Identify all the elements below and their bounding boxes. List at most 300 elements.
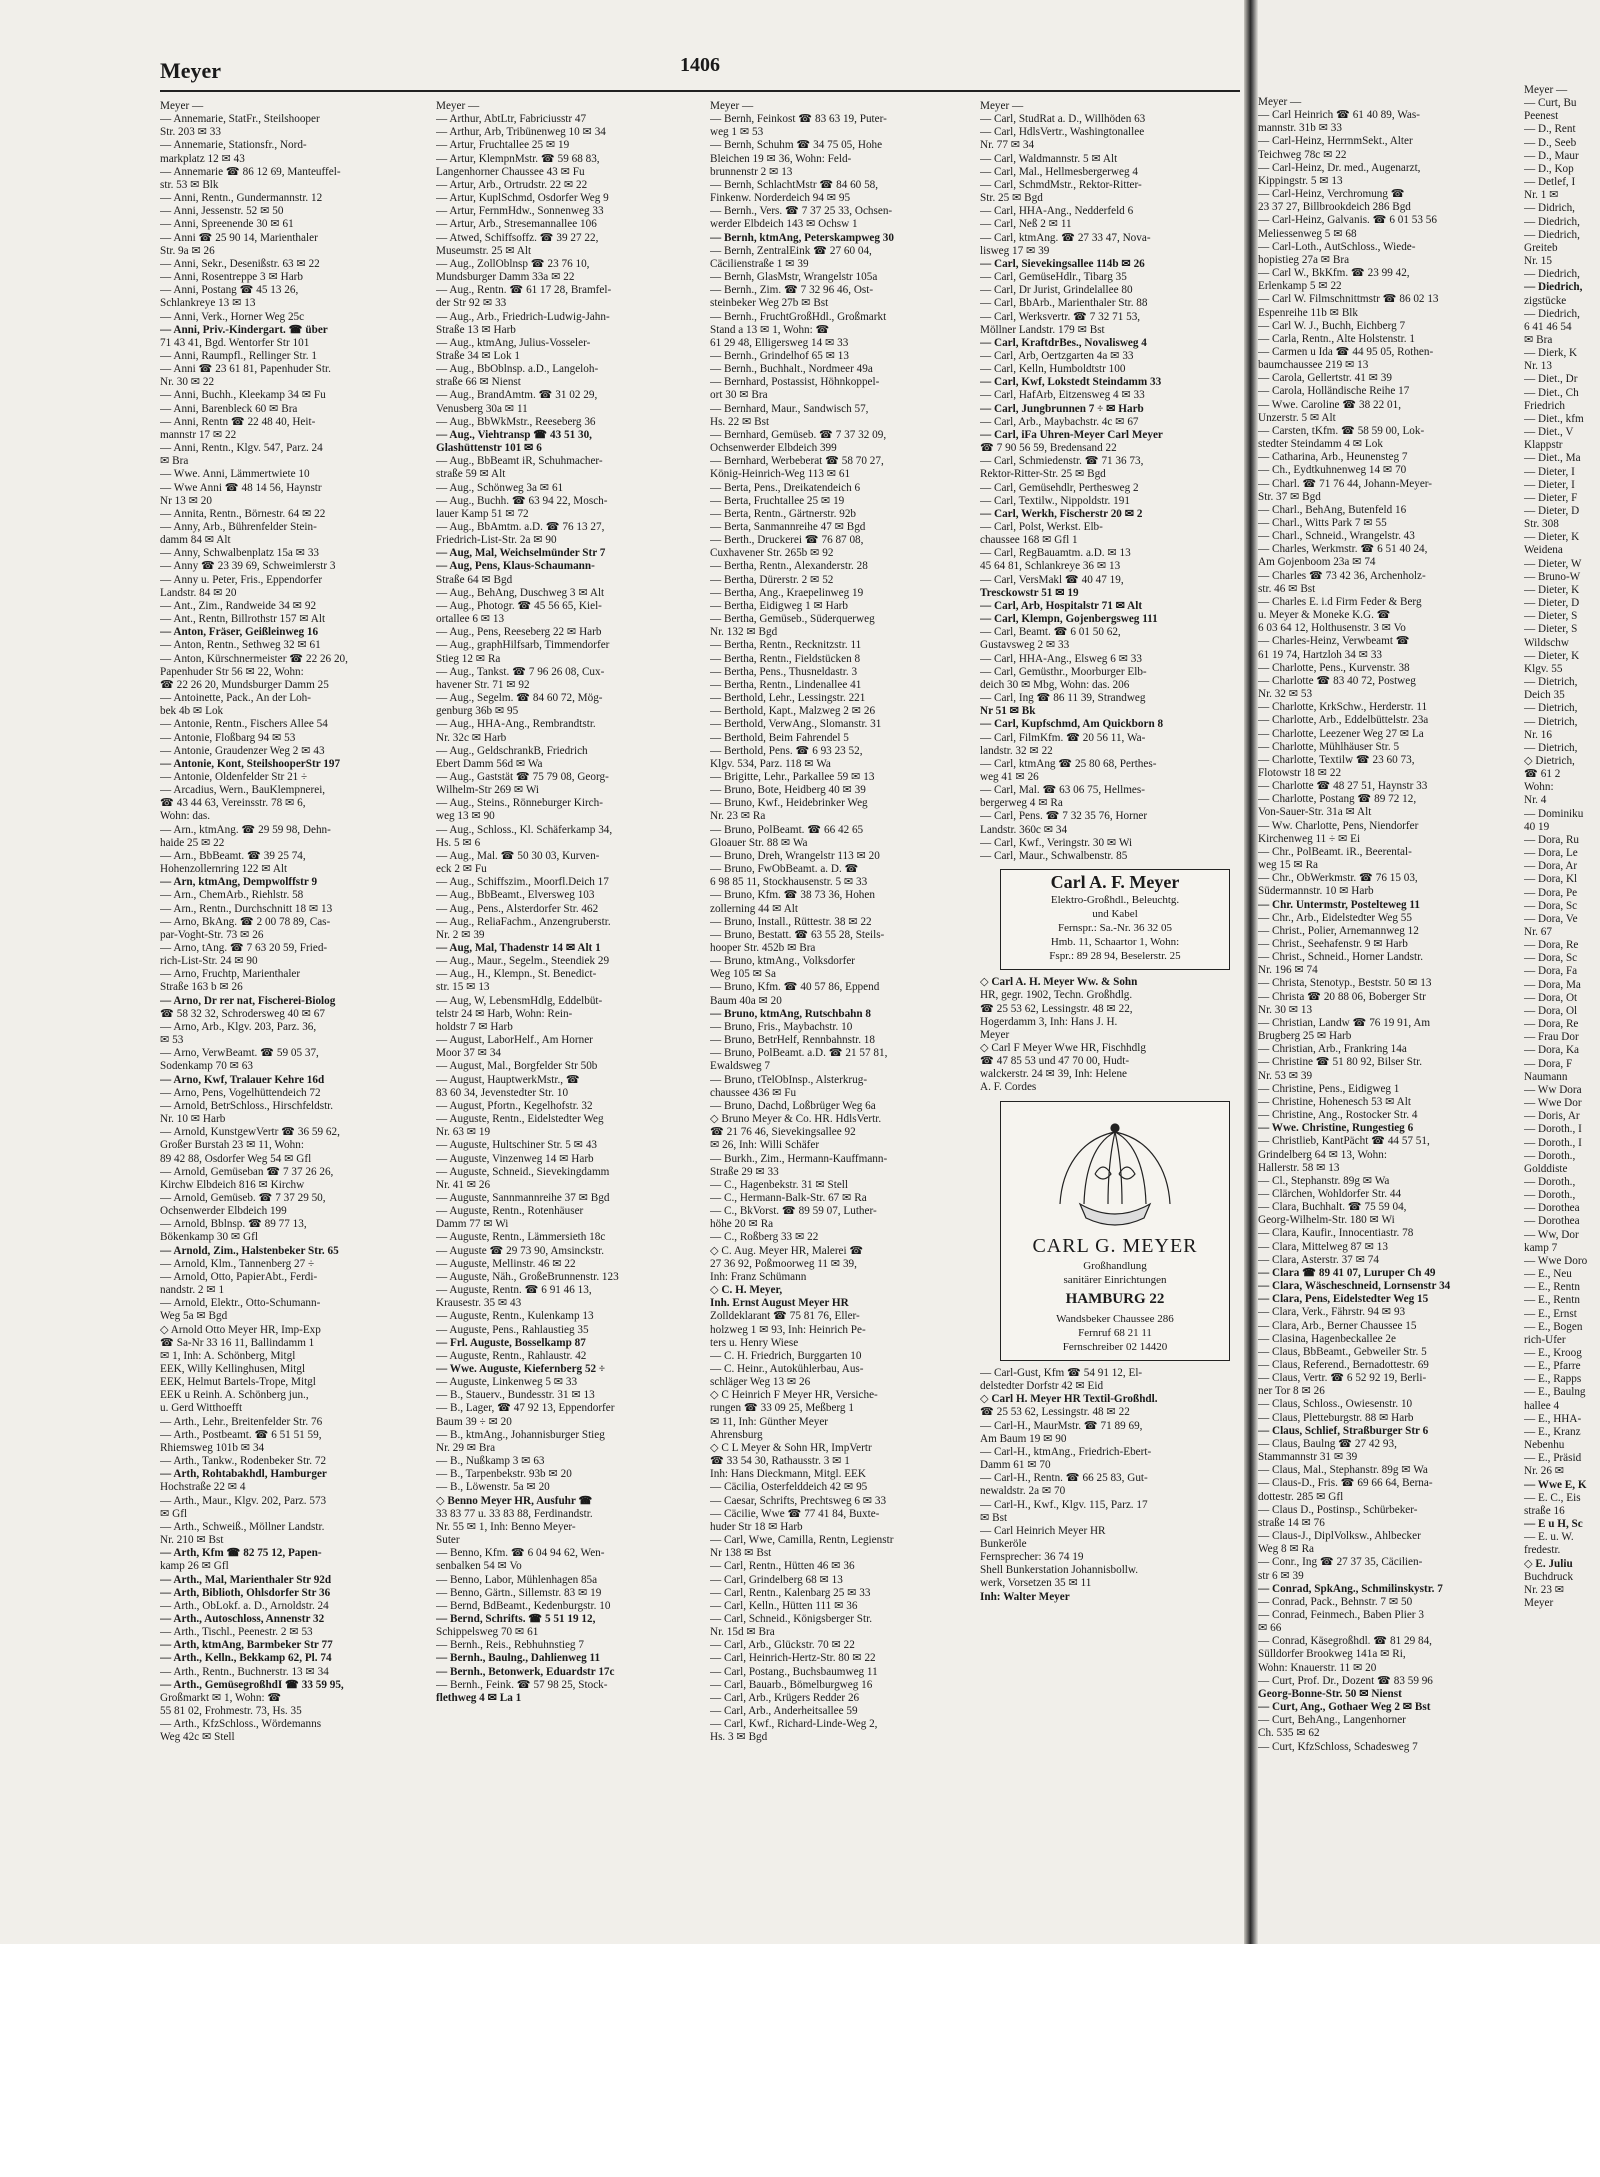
directory-entry-line: — Arno, Arb., Klgv. 203, Parz. 36, — [160, 1020, 317, 1033]
directory-entry-line: — Auguste, Rentn., Eidelstedter Weg — [436, 1113, 604, 1126]
column-5 — [1258, 96, 1520, 1931]
directory-entry-line: — Carmen u Ida ☎ 44 95 05, Rothen- — [1258, 345, 1434, 358]
directory-entry-line: — Arth, ktmAng, Barmbeker Str 77 — [160, 1639, 333, 1652]
directory-entry-line: — Bernh, ZentralEink ☎ 27 60 04, — [710, 244, 872, 257]
directory-entry-line: — August, LaborHelf., Am Horner — [436, 1034, 593, 1047]
directory-entry-line: — Berthold, Beim Fahrendel 5 — [710, 731, 849, 744]
directory-entry-line: — Cl., Stephanstr. 89g ✉ Wa — [1258, 1174, 1390, 1187]
directory-entry-line: — Arth., Maur., Klgv. 202, Parz. 573 — [160, 1494, 327, 1507]
directory-entry-line: Grindelberg 64 ✉ 13, Wohn: — [1258, 1148, 1387, 1161]
directory-entry-line: Mundsburger Damm 33a ✉ 22 — [436, 271, 575, 284]
directory-entry-line: — Dora, F — [1524, 1057, 1573, 1070]
directory-entry-line: — Arth, Rohtabakhdl, Hamburger — [160, 1468, 327, 1481]
ad-title: Carl A. F. Meyer — [1050, 872, 1180, 893]
directory-entry-line: — Anton, Fräser, Geißleinweg 16 — [160, 626, 319, 639]
directory-entry-line: — Carl, VersMakl ☎ 40 47 19, — [980, 573, 1124, 586]
directory-entry-line: — Christ., Polier, Arnemannweg 12 — [1258, 924, 1419, 937]
directory-entry-line: — Bernh., Baulng., Dahlienweg 11 — [436, 1652, 601, 1665]
directory-entry-line: — Arnold, Klm., Tannenberg 27 ÷ — [160, 1257, 315, 1270]
directory-entry-line: — Dorothea — [1524, 1215, 1580, 1228]
directory-entry-line: — Bernd, BdBeamt., Kedenburgstr. 10 — [436, 1599, 611, 1612]
directory-entry-line: — Ch., Eydtkuhnenweg 14 ✉ 70 — [1258, 464, 1407, 477]
directory-entry-line: — Claus, Vertr. ☎ 6 52 92 19, Berli- — [1258, 1372, 1427, 1385]
directory-entry-line: Straße 34 ✉ Lok 1 — [436, 349, 520, 362]
directory-entry-line: — Bruno-W — [1524, 570, 1581, 583]
directory-entry-line: — Arn., ChemArb., Riehlstr. 58 — [160, 889, 304, 902]
directory-entry-line: — Berta, Rentn., Gärtnerstr. 92b — [710, 507, 857, 520]
directory-entry-line: — August, HauptwerkMstr., ☎ — [436, 1073, 580, 1086]
directory-entry-line: der Str 92 ✉ 33 — [436, 297, 507, 310]
directory-entry-line: — Claus, Referend., Bernadottestr. 69 — [1258, 1359, 1429, 1371]
directory-entry-line: — Arth., Rentn., Buchnerstr. 13 ✉ 34 — [160, 1665, 329, 1678]
directory-entry-line: Hs. 5 ✉ 6 — [436, 836, 481, 849]
directory-entry-line: Teichweg 78c ✉ 22 — [1258, 148, 1347, 161]
directory-entry-line: Flotowstr 18 ✉ 22 — [1258, 766, 1342, 779]
directory-entry-line: genburg 36b ✉ 95 — [436, 705, 519, 718]
directory-entry-line: — E., Baulng — [1524, 1386, 1586, 1399]
directory-entry-line: Weg 5a ✉ Bgd — [160, 1310, 228, 1323]
directory-entry-line: 71 43 41, Bgd. Wentorfer Str 101 — [160, 336, 310, 349]
directory-entry-line: Hallerstr. 58 ✉ 13 — [1258, 1161, 1340, 1174]
directory-entry-line: Nr. 55 ✉ 1, Inh: Benno Meyer- — [436, 1520, 576, 1533]
directory-entry-line: — Charlotte, Textilw ☎ 23 60 73, — [1258, 753, 1415, 766]
directory-entry-line: delstedter Dorfstr 42 ✉ Eid — [980, 1380, 1104, 1393]
ad-line: und Kabel — [1092, 908, 1138, 921]
directory-entry-line: — Arth., KfzSchloss., Wördemanns — [160, 1718, 322, 1731]
directory-entry-line: — Annita, Rentn., Börnestr. 64 ✉ 22 — [160, 507, 326, 520]
ad-line: Hmb. 11, Schaartor 1, Wohn: — [1050, 936, 1180, 949]
directory-entry-line: eck 2 ✉ Fu — [436, 863, 487, 876]
directory-entry-line: — Bernh., Zim. ☎ 7 32 96 46, Ost- — [710, 284, 874, 297]
directory-entry-line: 45 64 81, Schlankreye 36 ✉ 13 — [980, 560, 1121, 573]
directory-entry-line: Sülldorfer Brookweg 141a ✉ Ri, — [1258, 1648, 1406, 1661]
directory-entry-line: — Arn., BbBeamt. ☎ 39 25 74, — [160, 849, 306, 862]
directory-entry-line: — Dora, Kl — [1524, 873, 1578, 886]
directory-entry-line: — Charles, Werkmstr. ☎ 6 51 40 24, — [1258, 543, 1428, 556]
directory-entry-line: schläger Weg 13 ✉ 26 — [710, 1376, 811, 1389]
ad-line: Elektro-Großhdl., Beleuchtg. — [1050, 894, 1180, 907]
directory-entry-line: ◇ E. Juliu — [1524, 1557, 1573, 1570]
directory-entry-line: — Bertha, Dürerstr. 2 ✉ 52 — [710, 573, 834, 586]
directory-entry-line: — Dierk, K — [1524, 347, 1578, 360]
directory-entry-line: ☎ 47 85 53 und 47 70 00, Hudt- — [980, 1055, 1130, 1068]
directory-entry-line: — Dora, Pe — [1524, 886, 1578, 899]
directory-entry-line: Nr. 32 ✉ 53 — [1258, 688, 1313, 701]
directory-entry-line: Baum 39 ÷ ✉ 20 — [436, 1415, 512, 1428]
directory-entry-line: — Anni, Buchh., Kleekamp 34 ✉ Fu — [160, 389, 326, 402]
directory-entry-line: str 6 ✉ 39 — [1258, 1569, 1304, 1582]
directory-entry-line: — Anni, Rentn., Gundermannstr. 12 — [160, 192, 323, 205]
directory-entry-line: kamp 26 ✉ Gfl — [160, 1560, 229, 1573]
directory-entry-line: Nr. 30 ✉ 13 — [1258, 1003, 1313, 1016]
directory-entry-line: — Caesar, Schrifts, Prechtsweg 6 ✉ 33 — [710, 1494, 887, 1507]
directory-entry-line: — Bruno, FwObBeamt. a. D. ☎ — [710, 863, 859, 876]
directory-entry-line: — Carl, HHA-Ang., Nedderfeld 6 — [980, 205, 1134, 218]
directory-entry-line: König-Heinrich-Weg 113 ✉ 61 — [710, 468, 851, 481]
directory-entry-line: Inh: Franz Schümann — [710, 1270, 807, 1283]
directory-entry-line: ◇ Carl A. H. Meyer Ww. & Sohn — [980, 976, 1138, 989]
directory-entry-line: — Charles ☎ 73 42 36, Archenholz- — [1258, 569, 1426, 582]
directory-entry-line: — Diet., V — [1524, 426, 1574, 439]
directory-entry-line: — Charl., BehAng, Butenfeld 16 — [1258, 503, 1407, 516]
directory-entry-line: — Bruno, Fris., Maybachstr. 10 — [710, 1020, 853, 1033]
directory-entry-line: Meyer — — [160, 100, 204, 112]
directory-entry-line: — Charlotte, Pens., Kurvenstr. 38 — [1258, 661, 1410, 674]
directory-entry-line: weg 13 ✉ 90 — [436, 810, 495, 823]
directory-entry-line: — Aug., BbWkMstr., Reeseberg 36 — [436, 415, 596, 428]
directory-entry-line: — Aug., graphHilfsarb, Timmendorfer — [436, 639, 610, 652]
directory-entry-line: — Bernh., Grindelhof 65 ✉ 13 — [710, 349, 849, 362]
directory-entry-line: — Arth, Kfm ☎ 82 75 12, Papen- — [160, 1547, 322, 1560]
directory-entry-line: — Anni, Barenbleck 60 ✉ Bra — [160, 402, 298, 415]
directory-entry-line: Greiteb — [1524, 241, 1558, 254]
directory-entry-line: — Christine, Hohenesch 53 ✉ Alt — [1258, 1095, 1411, 1108]
directory-entry-line: par-Voght-Str. 73 ✉ 26 — [160, 928, 264, 941]
ad-line: Fernruf 68 21 11 — [1078, 1326, 1152, 1339]
directory-entry-line: — Dora, Le — [1524, 847, 1578, 860]
directory-entry-line: — E., Rapps — [1524, 1373, 1582, 1386]
directory-entry-line: — Arnold, Otto, PapierAbt., Ferdi- — [160, 1270, 318, 1283]
directory-entry-line: holzweg 1 ✉ 93, Inh: Heinrich Pe- — [710, 1323, 866, 1336]
directory-entry-line: — Dieter, K — [1524, 583, 1580, 596]
directory-entry-line: ☎ 25 53 62, Lessingstr. 48 ✉ 22 — [980, 1406, 1130, 1419]
directory-entry-line: — Arth., Mal, Marienthaler Str 92d — [160, 1573, 332, 1586]
directory-entry-line: Str. 25 ✉ Bgd — [980, 192, 1043, 205]
directory-entry-line: — Claus, BbBeamt., Gebweiler Str. 5 — [1258, 1345, 1427, 1358]
directory-entry-line: Kirchenweg 11 ÷ ✉ Ei — [1258, 832, 1361, 845]
directory-entry-line: baumchaussee 219 ✉ 13 — [1258, 359, 1369, 372]
directory-entry-line: Nr. 15 — [1524, 255, 1552, 268]
directory-entry-line: — C. Heinr., Autokühlerbau, Aus- — [710, 1363, 864, 1375]
directory-entry-line: ◇ C Heinrich F Meyer HR, Versiche- — [710, 1389, 878, 1402]
directory-entry-line: — Conrad, Käsegroßhdl. ☎ 81 29 84, — [1258, 1635, 1432, 1648]
directory-entry-line: — Carl, Arb, Oertzgarten 4a ✉ 33 — [980, 349, 1134, 362]
directory-entry-line: Stieg 12 ✉ Ra — [436, 652, 501, 665]
directory-entry-line: landstr. 32 ✉ 22 — [980, 744, 1053, 757]
directory-entry-line: — Charles-Heinz, Verwbeamt ☎ — [1258, 635, 1410, 648]
directory-entry-line: — Carl W., BkKfm. ☎ 23 99 42, — [1258, 267, 1410, 280]
directory-entry-line: — Anni ☎ 23 61 81, Papenhuder Str. — [160, 363, 331, 376]
directory-entry-line: — Dieter, D — [1524, 597, 1580, 610]
directory-entry-line: — Auguste, Rentn., Lämmersieth 18c — [436, 1231, 606, 1244]
column-3 — [710, 100, 982, 1935]
fountain-logo-icon — [1040, 1114, 1190, 1234]
directory-entry-line: — Carl, GemüseHdlr., Tibarg 35 — [980, 271, 1127, 284]
directory-entry-line: — Diedrich, — [1524, 268, 1580, 281]
directory-entry-line: — Arnold, KunstgewVertr ☎ 36 59 62, — [160, 1126, 340, 1139]
directory-entry-line: Nr. 30 ✉ 22 — [160, 376, 215, 389]
directory-entry-line: holdstr 7 ✉ Harb — [436, 1020, 513, 1033]
directory-entry-line: Gloauer Str. 88 ✉ Wa — [710, 836, 808, 849]
directory-entry-line: — Conr., Ing ☎ 27 37 35, Cäcilien- — [1258, 1556, 1423, 1569]
directory-entry-line: Meyer — — [1258, 96, 1302, 108]
ad-line: Fernspr.: Sa.-Nr. 36 32 05 — [1058, 922, 1172, 935]
directory-entry-line: — Bruno, PolBeamt. a.D. ☎ 21 57 81, — [710, 1047, 888, 1060]
directory-entry-line: chaussee 168 ✉ Gfl 1 — [980, 534, 1078, 547]
directory-entry-line: Weg 105 ✉ Sa — [710, 968, 776, 981]
directory-entry-line: — Carl, Jungbrunnen 7 ÷ ✉ Harb — [980, 402, 1144, 415]
directory-entry-line: Nr. 2 ✉ 39 — [436, 928, 485, 941]
directory-entry-line: — Dora, Ru — [1524, 833, 1579, 846]
directory-entry-line: — Claus-D., Fris. ☎ 69 66 64, Berna- — [1258, 1477, 1433, 1490]
directory-entry-line: — Benno, Kfm. ☎ 6 04 94 62, Wen- — [436, 1547, 605, 1560]
directory-entry-line: — Arth., Tankw., Rodenbeker Str. 72 — [160, 1455, 327, 1468]
directory-entry-line: Bleichen 19 ✉ 36, Wohn: Feld- — [710, 152, 852, 165]
directory-entry-line: — Carl, Waldmannstr. 5 ✉ Alt — [980, 152, 1118, 165]
directory-entry-line: — D., Rent — [1524, 123, 1576, 136]
directory-entry-line: — Carl, iFa Uhren-Meyer Carl Meyer — [980, 428, 1163, 441]
directory-entry-line: 6 03 64 12, Holthusenstr. 3 ✉ Vo — [1258, 622, 1406, 635]
directory-entry-line: — Christine, Ang., Rostocker Str. 4 — [1258, 1109, 1418, 1122]
directory-entry-line: — Bruno, ktmAng., Volksdorfer — [710, 955, 856, 968]
directory-entry-line: Erlenkamp 5 ✉ 22 — [1258, 280, 1342, 293]
directory-entry-line: — Charlotte, Postang ☎ 89 72 12, — [1258, 793, 1417, 806]
directory-entry-line: Straße 13 ✉ Harb — [436, 323, 516, 336]
directory-entry-line: — Curt, BehAng., Langenhorner — [1258, 1714, 1406, 1727]
directory-entry-line: Glashüttenstr 101 ✉ 6 — [436, 442, 542, 455]
directory-entry-line: — August, Pfortn., Kegelhofstr. 32 — [436, 1099, 593, 1112]
directory-entry-line: — Aug., Arb., Friedrich-Ludwig-Jahn- — [436, 310, 610, 323]
directory-entry-line: — Carl, Kelln., Hütten 111 ✉ 36 — [710, 1599, 858, 1612]
directory-entry-line: — Carl, Kwf., Richard-Linde-Weg 2, — [710, 1718, 878, 1731]
directory-entry-line: ☎ 7 90 56 59, Bredensand 22 — [980, 442, 1117, 455]
directory-entry-line: — Dora, Ma — [1524, 978, 1581, 991]
directory-entry-line: — Christ., Schneid., Horner Landstr. — [1258, 951, 1423, 964]
directory-entry-line: Meyer — — [436, 100, 480, 112]
directory-entry-line: Stand a 13 ✉ 1, Wohn: ☎ — [710, 323, 830, 336]
directory-entry-line: — Bruno, Kfm. ☎ 38 73 36, Hohen — [710, 889, 875, 902]
directory-entry-line: — D., Maur — [1524, 149, 1579, 162]
directory-entry-line: — Arnold, BetrSchloss., Hirschfeldstr. — [160, 1099, 334, 1112]
directory-entry-line: höhe 20 ✉ Ra — [710, 1218, 774, 1231]
directory-entry-line: Nr. 196 ✉ 74 — [1258, 964, 1318, 977]
ad-line: Fspr.: 89 28 94, Beselerstr. 25 — [1049, 950, 1181, 963]
directory-entry-line: — Arth., Autoschloss, Annenstr 32 — [160, 1612, 325, 1625]
directory-entry-line: — Bertha, Rentn., Fieldstücken 8 — [710, 652, 861, 665]
directory-entry-line: — Diedrich, — [1524, 307, 1580, 320]
directory-entry-line: — Auguste, Rentn. ☎ 6 91 46 13, — [436, 1284, 592, 1297]
directory-entry-line: — Antonie, Rentn., Fischers Allee 54 — [160, 718, 328, 731]
directory-entry-line: Nr. 16 — [1524, 728, 1552, 741]
directory-entry-line: — Arno, tAng. ☎ 7 63 20 59, Fried- — [160, 942, 328, 954]
directory-entry-line: Ewaldsweg 7 — [710, 1060, 770, 1073]
directory-entry-line: Inh: Hans Dieckmann, Mitgl. EEK — [710, 1468, 866, 1481]
directory-entry-line: ☎ 21 76 46, Sievekingsallee 92 — [710, 1126, 856, 1139]
directory-entry-line: — Bernd, Schrifts. ☎ 5 51 19 12, — [436, 1612, 596, 1625]
directory-entry-line: Straße 64 ✉ Bgd — [436, 573, 513, 586]
directory-entry-line: Naumann — [1524, 1070, 1568, 1083]
directory-entry-line: hopistieg 27a ✉ Bra — [1258, 253, 1350, 266]
directory-entry-line: — Carl, Arb., Anderheitsallee 59 — [710, 1705, 858, 1718]
directory-entry-line: — Carl, KraftdrBes., Novalisweg 4 — [980, 336, 1147, 349]
directory-entry-line: — Wwe. Anni, Lämmertwiete 10 — [160, 468, 310, 481]
directory-entry-line: — Clara, Verk., Fährstr. 94 ✉ 93 — [1258, 1306, 1406, 1319]
directory-entry-line: — Brigitte, Lehr., Parkallee 59 ✉ 13 — [710, 770, 875, 783]
directory-entry-line: — C. H. Friedrich, Burggarten 10 — [710, 1349, 862, 1362]
directory-entry-line: — Charlotte, Mühlhäuser Str. 5 — [1258, 740, 1400, 753]
directory-entry-line: — Clara, Wäscheschneid, Lornsenstr 34 — [1258, 1280, 1451, 1293]
directory-entry-line: Krausestr. 35 ✉ 43 — [436, 1297, 522, 1310]
directory-entry-line: huder Str 18 ✉ Harb — [710, 1520, 803, 1533]
directory-entry-line: — Carl, ktmAng ☎ 25 80 68, Perthes- — [980, 757, 1157, 770]
directory-entry-line: Papenhuder Str 56 ✉ 22, Wohn: — [160, 665, 304, 678]
directory-entry-line: Nr. 15d ✉ Bra — [710, 1626, 775, 1639]
directory-entry-line: newaldstr. 2a ✉ 70 — [980, 1485, 1066, 1498]
directory-entry-line: — Bernh., Buchhalt., Nordmeer 49a — [710, 363, 873, 376]
directory-entry-line: — Ant., Zim., Randweide 34 ✉ 92 — [160, 599, 317, 612]
directory-entry-line: — Doroth., — [1524, 1175, 1576, 1188]
directory-entry-line: — Auguste, Hultschiner Str. 5 ✉ 43 — [436, 1139, 598, 1152]
directory-entry-line: Rhiemsweg 101b ✉ 34 — [160, 1441, 265, 1454]
directory-entry-line: — Carl W. Filmschnittmstr ☎ 86 02 13 — [1258, 293, 1439, 306]
book-spine — [1244, 0, 1258, 1944]
directory-entry-line: — Auguste, Pens., Rahlaustieg 35 — [436, 1323, 589, 1336]
directory-entry-line: — Charles E. i.d Firm Feder & Berg — [1258, 595, 1422, 608]
directory-entry-line: — Aug., Maur., Segelm., Steendiek 29 — [436, 955, 610, 968]
directory-entry-line: Fernsprecher: 36 74 19 — [980, 1551, 1084, 1564]
directory-entry-line: — Carl, Kupfschmd, Am Quickborn 8 — [980, 718, 1164, 731]
directory-entry-line: Weg 8 ✉ Ra — [1258, 1543, 1315, 1556]
directory-entry-line: — Carl-Loth., AutSchloss., Wiede- — [1258, 240, 1416, 253]
directory-entry-line: deich 30 ✉ Mbg, Wohn: das. 206 — [980, 678, 1130, 691]
directory-entry-line: — Christian, Landw ☎ 76 19 91, Am — [1258, 1016, 1431, 1029]
directory-entry-line: ◇ C. H. Meyer, — [710, 1284, 783, 1297]
directory-entry-line: — Carl, HdlsVertr., Washingtonallee — [980, 126, 1145, 139]
directory-entry-line: — E u H, Sc — [1524, 1518, 1583, 1531]
directory-entry-line: — Aug., Rentn. ☎ 61 17 28, Bramfel- — [436, 284, 612, 297]
directory-entry-line: ☎ 58 32 32, Schrodersweg 40 ✉ 67 — [160, 1007, 325, 1020]
directory-entry-line: — Curt, Bu — [1524, 97, 1577, 110]
directory-entry-line: weg 1 ✉ 53 — [710, 126, 764, 139]
directory-entry-line: — Carl, Neß 2 ✉ 11 — [980, 218, 1072, 231]
directory-entry-line: — Arth., Postbeamt. ☎ 6 51 51 59, — [160, 1428, 322, 1441]
directory-entry-line: — Arno, Fruchtp, Marienthaler — [160, 968, 301, 981]
directory-entry-line: Zolldeklarant ☎ 75 81 76, Eller- — [710, 1310, 860, 1323]
directory-entry-line: — Conrad, Feinmech., Baben Plier 3 — [1258, 1608, 1424, 1621]
directory-entry-line: lisweg 17 ✉ 39 — [980, 244, 1050, 257]
directory-entry-line: — Arnold, Zim., Halstenbeker Str. 65 — [160, 1244, 339, 1257]
directory-entry-line: Kirchw Elbdeich 816 ✉ Kirchw — [160, 1178, 305, 1191]
directory-entry-line: — Carl, Maur., Schwalbenstr. 85 — [980, 849, 1128, 862]
directory-entry-line: — Aug., Buchh. ☎ 63 94 22, Mosch- — [436, 494, 608, 507]
directory-entry-line: — Frau Dor — [1524, 1031, 1579, 1044]
directory-entry-line: — Atwed, Schiffsoffz. ☎ 39 27 22, — [436, 231, 599, 244]
directory-entry-line: — Charlotte, Leezener Weg 27 ✉ La — [1258, 727, 1424, 740]
directory-entry-line: — Christine ☎ 51 80 92, Bilser Str. — [1258, 1056, 1423, 1069]
directory-entry-line: straße 59 ✉ Alt — [436, 468, 506, 481]
directory-entry-line: — Dominiku — [1524, 807, 1584, 820]
directory-entry-line: dottestr. 285 ✉ Gfl — [1258, 1490, 1344, 1503]
directory-entry-line: — Arno, Dr rer nat, Fischerei-Biolog — [160, 994, 336, 1007]
directory-entry-line: Straße 29 ✉ 33 — [710, 1165, 779, 1178]
directory-entry-line: — Charl., Witts Park 7 ✉ 55 — [1258, 517, 1387, 529]
directory-entry-line: Wildschw — [1524, 636, 1569, 649]
directory-entry-line: Nr. 1 ✉ — [1524, 189, 1559, 202]
directory-entry-line: hooper Str. 452b ✉ Bra — [710, 942, 816, 954]
directory-entry-line: — C., Hermann-Balk-Str. 67 ✉ Ra — [710, 1191, 867, 1204]
directory-entry-line: — E., Pfarre — [1524, 1360, 1581, 1373]
directory-entry-line: — Carl, Rentn., Kalenbarg 25 ✉ 33 — [710, 1586, 871, 1599]
directory-entry-line: steinbeker Weg 27b ✉ Bst — [710, 297, 829, 310]
directory-entry-line: — Claus, Schloss., Owiesenstr. 10 — [1258, 1398, 1413, 1411]
directory-entry-line: — Carl, HHA-Ang., Elsweg 6 ✉ 33 — [980, 652, 1142, 665]
directory-entry-line: — Dora, Ot — [1524, 991, 1578, 1004]
directory-entry-line: Friedrich — [1524, 399, 1566, 412]
directory-entry-line: — Annemarie, Stationsfr., Nord- — [160, 139, 307, 152]
directory-entry-line: — Aug., Schloss., Kl. Schäferkamp 34, — [436, 823, 613, 836]
directory-entry-line: — Berta, Fruchtallee 25 ✉ 19 — [710, 494, 845, 507]
directory-entry-line: — Charlotte ☎ 83 40 72, Postweg — [1258, 674, 1416, 687]
directory-entry-line: Nr. 10 ✉ Harb — [160, 1113, 226, 1126]
directory-entry-line: walckerstr. 24 ✉ 39, Inh: Helene — [980, 1068, 1127, 1081]
directory-entry-line: — Dieter, K — [1524, 531, 1580, 544]
directory-entry-line: Golddiste — [1524, 1162, 1568, 1175]
directory-entry-line: Ch. 535 ✉ 62 — [1258, 1727, 1320, 1740]
directory-entry-line: hallee 4 — [1524, 1399, 1560, 1412]
directory-entry-line: — Carl, Ing ☎ 86 11 39, Strandweg — [980, 692, 1146, 705]
directory-entry-line: — Dieter, I — [1524, 465, 1575, 478]
directory-entry-line: — Charlotte ☎ 48 27 51, Haynstr 33 — [1258, 780, 1428, 793]
directory-entry-line: — Claus, Pletteburgstr. 88 ✉ Harb — [1258, 1411, 1414, 1424]
directory-entry-line: — Dieter, D — [1524, 505, 1580, 517]
directory-entry-line: ✉ Bra — [160, 455, 189, 468]
directory-entry-line: — Charl. ☎ 71 76 44, Johann-Meyer- — [1258, 477, 1433, 490]
directory-entry-line: Nr. 32c ✉ Harb — [436, 731, 507, 744]
directory-entry-line: — Bruno, PolBeamt. ☎ 66 42 65 — [710, 823, 864, 836]
directory-entry-line: — Doroth., — [1524, 1149, 1576, 1162]
directory-entry-line: — Aug., ReliaFachm., Anzengruberstr. — [436, 915, 611, 928]
directory-entry-line: Bunkeröle — [980, 1537, 1027, 1550]
directory-entry-line: — Aug, W, LebensmHdlg, Eddelbüt- — [436, 994, 603, 1007]
directory-entry-line: Str. 9a ✉ 26 — [160, 244, 215, 257]
directory-entry-line: Nr 13 ✉ 20 — [160, 494, 212, 507]
directory-entry-line: nandstr. 2 ✉ 1 — [160, 1284, 225, 1297]
directory-entry-line: Möllner Landstr. 179 ✉ Bst — [980, 323, 1105, 336]
directory-entry-line: — Aug., ZollOblnsp ☎ 23 76 10, — [436, 257, 590, 270]
directory-entry-line: — Carl, Kwf., Veringstr. 30 ✉ Wi — [980, 836, 1133, 849]
directory-entry-line: Nr. 132 ✉ Bgd — [710, 626, 778, 639]
directory-entry-line: Rektor-Ritter-Str. 25 ✉ Bgd — [980, 468, 1106, 481]
directory-entry-line: Nr 51 ✉ Bk — [980, 705, 1036, 718]
directory-entry-line: — Carl-H., MaurMstr. ☎ 71 89 69, — [980, 1419, 1143, 1432]
directory-entry-line: — E., Kranz — [1524, 1425, 1581, 1438]
directory-entry-line: Nr. 77 ✉ 34 — [980, 139, 1035, 152]
directory-entry-line: Klgv. 534, Parz. 118 ✉ Wa — [710, 757, 831, 770]
directory-entry-line: — Auguste, Linkenweg 5 ✉ 33 — [436, 1376, 578, 1389]
directory-entry-line: — Anni, Priv.-Kindergart. ☎ über — [160, 323, 328, 336]
directory-entry-line: — Anni, Raumpfl., Rellinger Str. 1 — [160, 349, 317, 362]
directory-entry-line: Schlankreye 13 ✉ 13 — [160, 297, 256, 310]
directory-entry-line: — Carl, BbArb., Marienthaler Str. 88 — [980, 297, 1148, 310]
directory-entry-line: — Ww Dora — [1524, 1083, 1582, 1096]
directory-entry-line: — Doroth., I — [1524, 1123, 1582, 1136]
directory-entry-line: — Dietrich, — [1524, 715, 1578, 728]
directory-entry-line: stedter Steindamm 4 ✉ Lok — [1258, 438, 1383, 451]
advertisement-carl-a-f-meyer — [1000, 869, 1230, 970]
directory-entry-line: — Dieter, W — [1524, 557, 1582, 570]
directory-entry-line: ☎ 61 2 — [1524, 768, 1561, 781]
directory-entry-line: ◇ Bruno Meyer & Co. HR. HdlsVertr. — [710, 1113, 882, 1126]
directory-entry-line: Nr. 23 ✉ — [1524, 1583, 1565, 1596]
directory-entry-line: — Carl, Arb., Glückstr. 70 ✉ 22 — [710, 1639, 855, 1652]
directory-entry-line: — Dietrich, — [1524, 676, 1578, 689]
directory-entry-line: straße 14 ✉ 76 — [1258, 1516, 1325, 1529]
directory-entry-line: — Clara, Kaufir., Innocentiastr. 78 — [1258, 1227, 1414, 1240]
directory-entry-line: — B., Löwenstr. 5a ✉ 20 — [436, 1481, 550, 1494]
directory-entry-line: EEK u Reinh. A. Schönberg jun., — [160, 1389, 309, 1402]
directory-entry-line: — Diedrich, — [1524, 215, 1580, 228]
directory-entry-line: — Dietrich, — [1524, 741, 1578, 754]
